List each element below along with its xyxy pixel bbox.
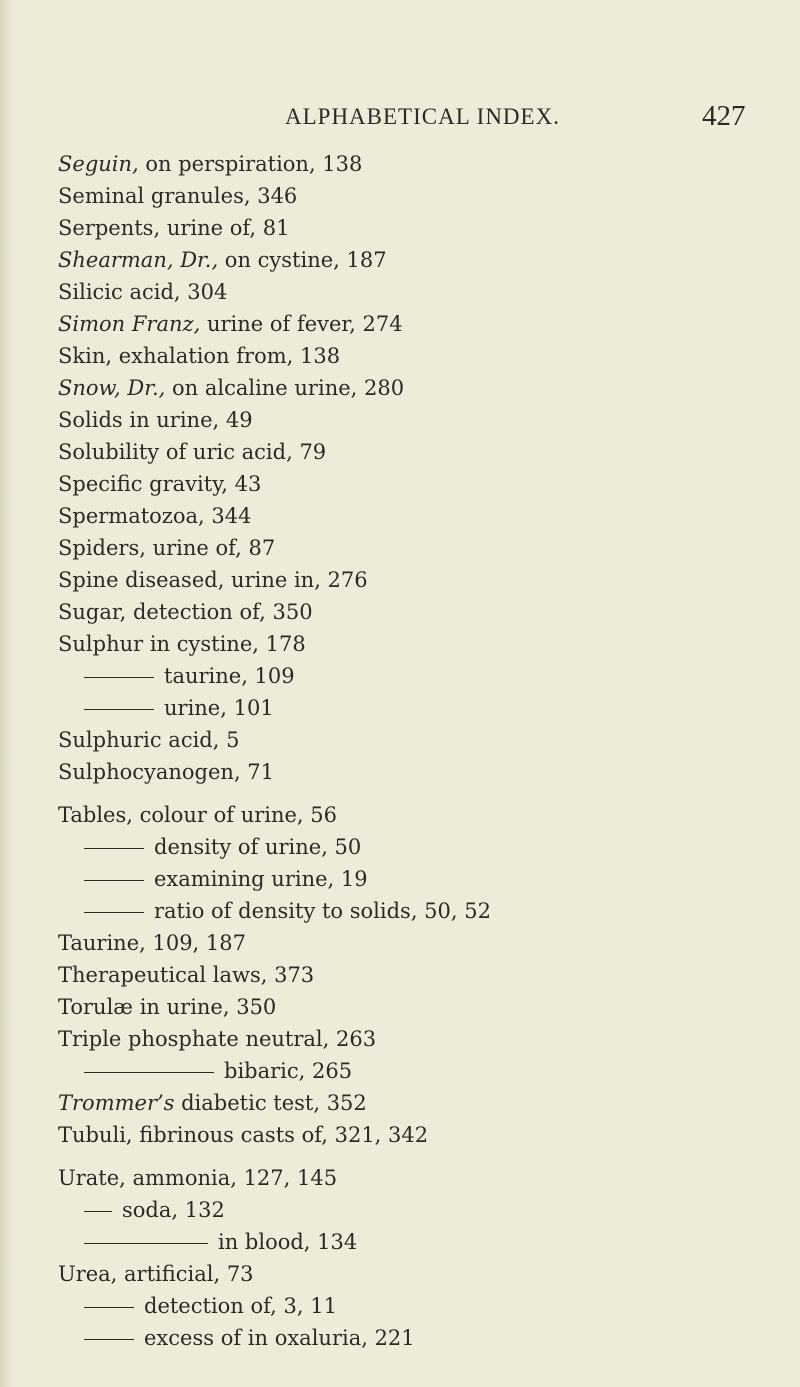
index-entry (58, 1090, 367, 1116)
index-entry (84, 866, 368, 892)
entry-author: Shearman, Dr., (58, 248, 219, 272)
entry-text: Solids in urine, 49 (58, 408, 253, 432)
entry-text: Sulphuric acid, 5 (58, 728, 240, 752)
index-entry (58, 599, 313, 625)
index-entry (58, 311, 403, 337)
entry-text: soda, 132 (122, 1198, 225, 1222)
entry-text: Triple phosphate neutral, 263 (58, 1027, 377, 1051)
index-entry (58, 471, 261, 497)
entry-text: Urea, artificial, 73 (58, 1262, 254, 1286)
entry-text: Seminal granules, 346 (58, 184, 298, 208)
entry-text: excess of in oxaluria, 221 (144, 1326, 415, 1350)
entry-text: Tables, colour of urine, 56 (58, 803, 338, 827)
index-entry (58, 343, 340, 369)
index-entry (58, 802, 337, 828)
index-entry (58, 375, 404, 401)
index-entry (58, 727, 239, 753)
index-entry (58, 994, 276, 1020)
entry-text: Solubility of uric acid, 79 (58, 440, 327, 464)
index-entry (84, 663, 295, 689)
ditto-dash (84, 880, 144, 881)
entry-text: Torulæ in urine, 350 (58, 995, 277, 1019)
index-entry (58, 407, 253, 433)
entry-author: Simon Franz, (58, 312, 201, 336)
entry-text: on perspiration, 138 (138, 152, 363, 176)
entry-text: Spermatozoa, 344 (58, 504, 252, 528)
ditto-dash (84, 709, 154, 710)
index-entry (58, 1026, 376, 1052)
index-entry (84, 1197, 225, 1223)
index-entry (58, 247, 387, 273)
index-entry (84, 1058, 352, 1084)
index-entry (58, 215, 289, 241)
entry-text: Sulphocyanogen, 71 (58, 760, 275, 784)
entry-text: detection of, 3, 11 (144, 1294, 337, 1318)
entry-text: Skin, exhalation from, 138 (58, 344, 341, 368)
index-entry (58, 535, 275, 561)
entry-text: Spine diseased, urine in, 276 (58, 568, 368, 592)
entry-text: taurine, 109 (164, 664, 295, 688)
entry-text: Serpents, urine of, 81 (58, 216, 290, 240)
entry-author: Snow, Dr., (58, 376, 166, 400)
entry-author: Seguin, (58, 152, 139, 176)
entry-text: Spiders, urine of, 87 (58, 536, 276, 560)
entry-text: urine, 101 (164, 696, 274, 720)
index-entry (84, 695, 274, 721)
index-entry (84, 1293, 337, 1319)
index-entry (58, 1261, 254, 1287)
entry-text: density of urine, 50 (154, 835, 362, 859)
index-entry (58, 503, 251, 529)
entry-text: Urate, ammonia, 127, 145 (58, 1166, 338, 1190)
index-entry (58, 151, 362, 177)
index-entry (58, 183, 297, 209)
entry-text: Tubuli, fibrinous casts of, 321, 342 (58, 1123, 429, 1147)
index-entry (58, 279, 227, 305)
index-entry (58, 439, 326, 465)
index-entry (58, 567, 368, 593)
index-entry (84, 898, 491, 924)
entry-text: Sulphur in cystine, 178 (58, 632, 306, 656)
index-entry (58, 631, 306, 657)
ditto-dash (84, 1339, 134, 1340)
entry-text: Specific gravity, 43 (58, 472, 262, 496)
ditto-dash (84, 1072, 214, 1073)
index-entry (84, 834, 361, 860)
entry-text: diabetic test, 352 (174, 1091, 367, 1115)
ditto-dash (84, 677, 154, 678)
entry-text: urine of fever, 274 (200, 312, 403, 336)
index-entry (58, 1165, 337, 1191)
ditto-dash (84, 848, 144, 849)
ditto-dash (84, 1211, 112, 1212)
entry-text: Taurine, 109, 187 (58, 931, 246, 955)
entry-text: Therapeutical laws, 373 (58, 963, 315, 987)
index-entry (84, 1325, 415, 1351)
index-entry (58, 962, 314, 988)
index-entry (58, 1122, 428, 1148)
entry-text: in blood, 134 (218, 1230, 358, 1254)
running-head: ALPHABETICAL INDEX. (285, 104, 560, 129)
entry-text: bibaric, 265 (224, 1059, 353, 1083)
entry-text: Sugar, detection of, 350 (58, 600, 313, 624)
entry-author: Trommer’s (58, 1091, 175, 1115)
entry-text: examining urine, 19 (154, 867, 368, 891)
entry-text: Silicic acid, 304 (58, 280, 228, 304)
index-entry (58, 759, 274, 785)
ditto-dash (84, 912, 144, 913)
index-entry (84, 1229, 357, 1255)
ditto-dash (84, 1243, 208, 1244)
page-number: 427 (702, 100, 746, 132)
entry-text: on cystine, 187 (218, 248, 387, 272)
entry-text: on alcaline urine, 280 (165, 376, 405, 400)
index-entry (58, 930, 246, 956)
entry-text: ratio of density to solids, 50, 52 (154, 899, 491, 923)
ditto-dash (84, 1307, 134, 1308)
